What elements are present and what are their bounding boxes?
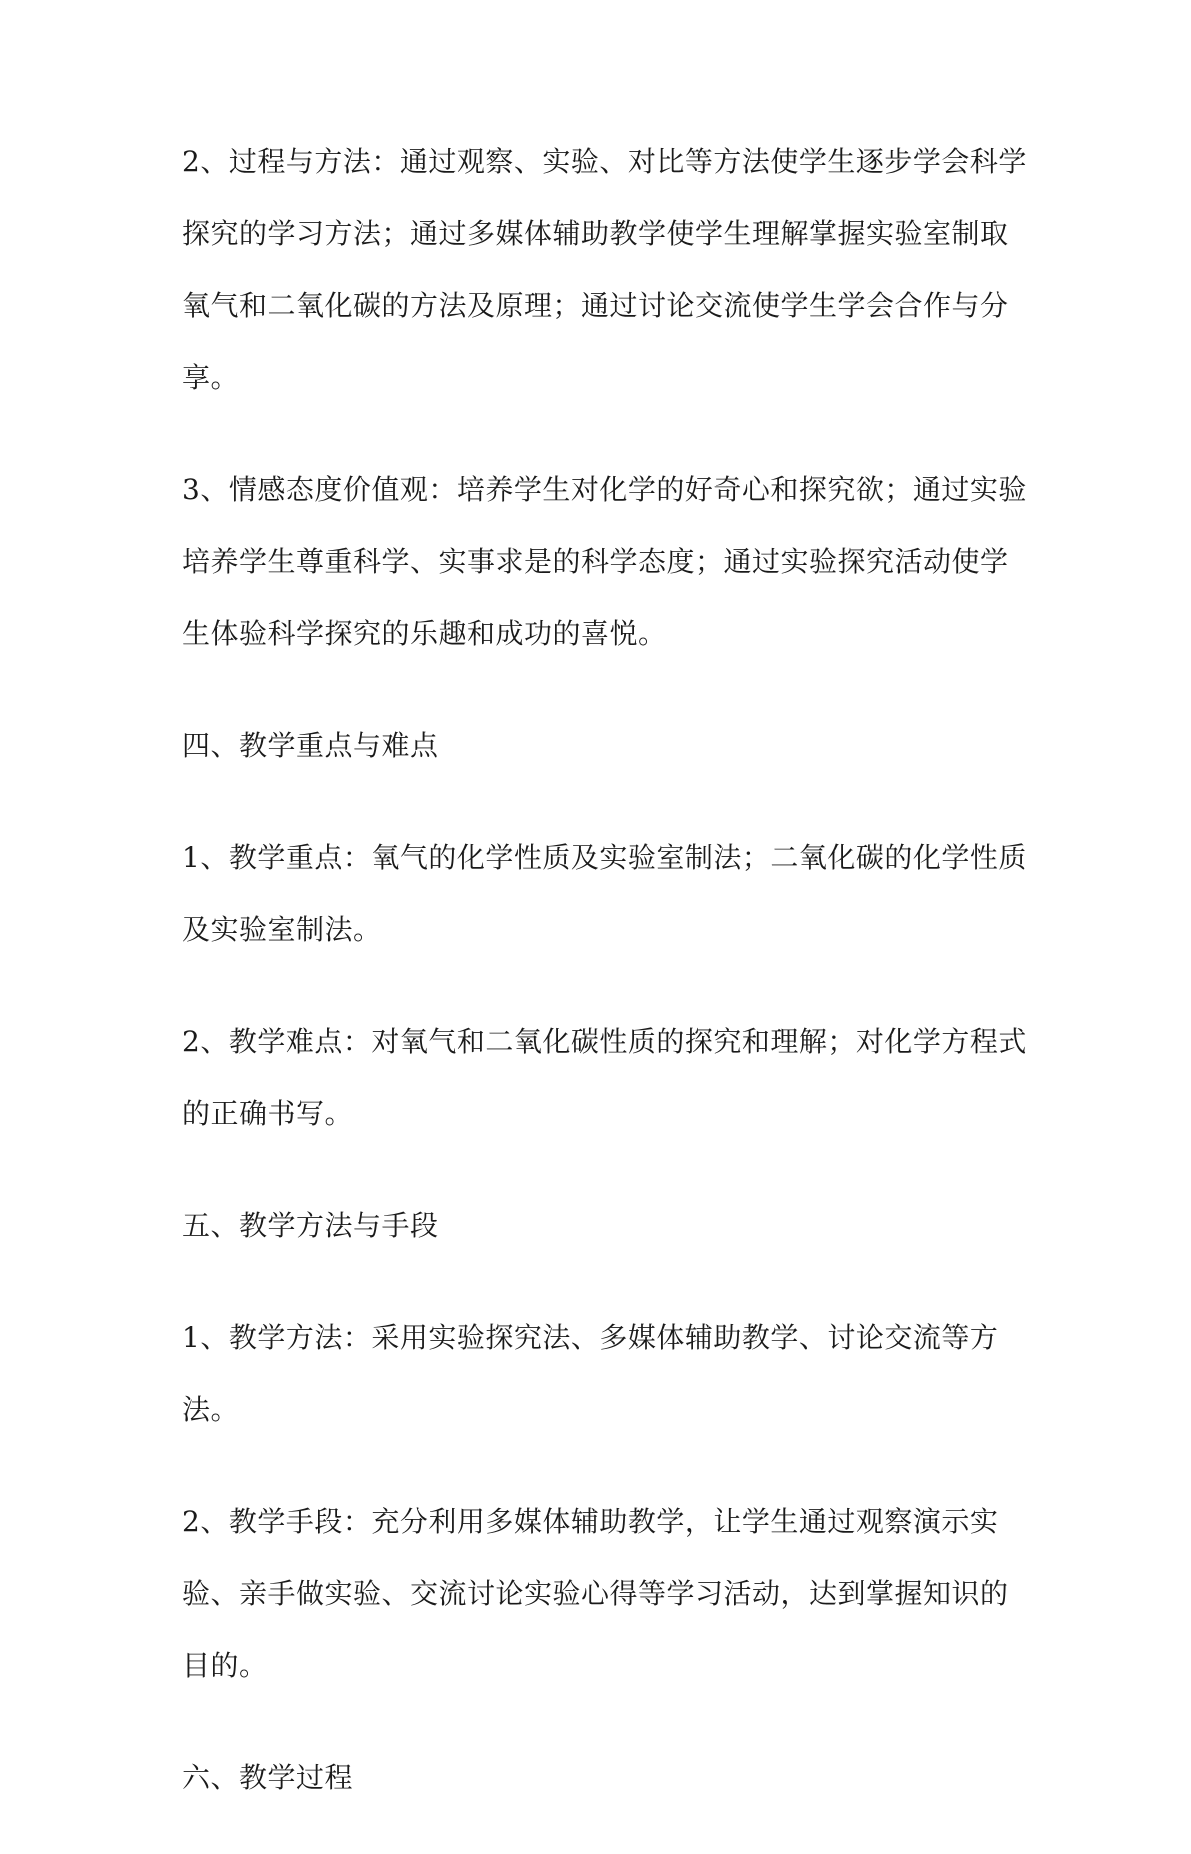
paragraph-teaching-means: 2、教学手段：充分利用多媒体辅助教学，让学生通过观察演示实验、亲手做实验、交流讨论实验心得等学习活动，达到掌握知识的目的。 [182,1505,1009,1682]
document-body [182,126,1032,1854]
section-heading-key-points: 四、教学重点与难点 [182,729,439,762]
section-heading-process: 六、教学过程 [182,1761,354,1794]
section-heading-methods: 五、教学方法与手段 [182,1209,439,1242]
paragraph-teaching-focus: 1、教学重点：氧气的化学性质及实验室制法；二氧化碳的化学性质及实验室制法。 [182,841,1027,946]
paragraph-teaching-difficulty: 2、教学难点：对氧气和二氧化碳性质的探究和理解；对化学方程式的正确书写。 [182,1025,1027,1130]
paragraph-process-methods: 2、过程与方法：通过观察、实验、对比等方法使学生逐步学会科学探究的学习方法；通过多媒体辅助教学使学生理解掌握实验室制取氧气和二氧化碳的方法及原理；通过讨论交流使学生学会合作与分享。 [182,145,1027,394]
paragraph-teaching-method: 1、教学方法：采用实验探究法、多媒体辅助教学、讨论交流等方法。 [182,1321,999,1426]
paragraph-values: 3、情感态度价值观：培养学生对化学的好奇心和探究欲；通过实验培养学生尊重科学、实事求是的科学态度；通过实验探究活动使学生体验科学探究的乐趣和成功的喜悦。 [182,473,1027,650]
